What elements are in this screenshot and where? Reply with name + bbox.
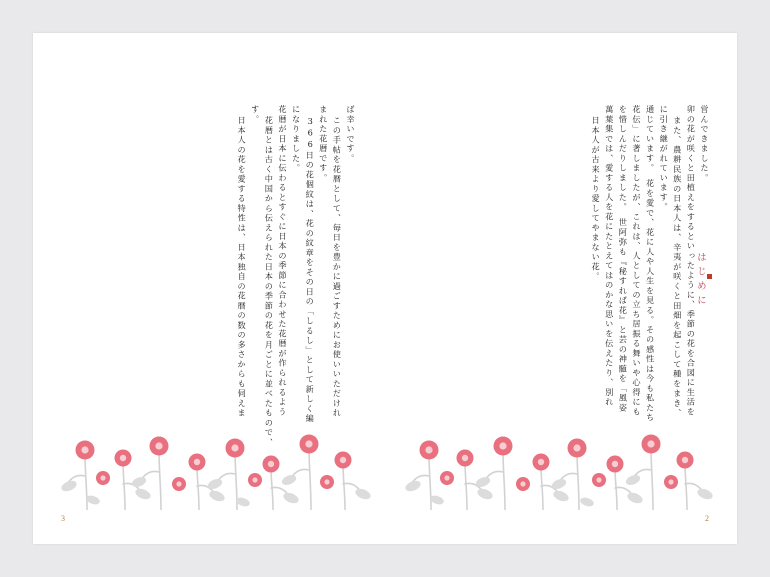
text-column: まれた花暦です。 — [318, 105, 329, 183]
text-column: 花暦が日本に伝わるとすぐに日本の季節に合わせた花暦が作られるよう — [277, 105, 288, 417]
text-column: 通じています。 花を愛で、花に人や人生を見る。その感性は今も私たち — [645, 105, 656, 423]
text-column: 営んできました。 — [700, 105, 710, 183]
text-column: また、農耕民族の日本人は、辛夷が咲くと田畑を起こして種をまき、 — [672, 116, 683, 419]
text-column: 日本人の花を愛する特性は、日本独自の花暦の数の多さからも伺えま — [237, 116, 248, 419]
left-page — [33, 33, 385, 544]
book-spread — [33, 33, 737, 544]
text-column: この手帖を花暦として、毎日を豊かに過ごすためにお使いいただけれ — [332, 116, 343, 419]
text-column: 萬葉集では、愛する人を花にたとえてはのかな思いを伝えたり、別れ — [604, 105, 615, 408]
page-number-right: 2 — [705, 514, 709, 523]
section-heading-label: はじめに — [695, 252, 706, 310]
section-heading — [693, 99, 712, 461]
text-column: 花暦とは古く中国から伝えられた日本の季節の花を月ごとに並べたもので、 — [264, 116, 275, 448]
square-bullet-icon — [707, 274, 712, 279]
text-column: を惜しんだりしました。 世阿弥も『秘すれば花』と芸の神髄を「風姿 — [618, 105, 629, 413]
text-column: ば幸いです。 — [346, 105, 356, 164]
camellia-flower-border-icon — [385, 428, 737, 510]
text-column: になりました。 — [291, 105, 302, 174]
text-column: 花伝」に著しましたが、これは、人としての立ち居振る舞いや心得にも — [631, 105, 642, 417]
text-column: 366日の花個紋は、花の紋章をその日の「しるし」として新しく編 — [305, 116, 316, 424]
text-column: に引き継がれています。 — [659, 105, 670, 213]
page-number-left: 3 — [61, 514, 65, 523]
text-column: す。 — [250, 105, 261, 125]
text-column: 日本人が古来より愛してやまない花。 — [591, 116, 602, 282]
camellia-flower-border-icon — [33, 428, 385, 510]
text-column: 卯の花が咲くと田植えをするといったように、季節の花を合図に生活を — [686, 105, 697, 417]
right-page — [385, 33, 737, 544]
